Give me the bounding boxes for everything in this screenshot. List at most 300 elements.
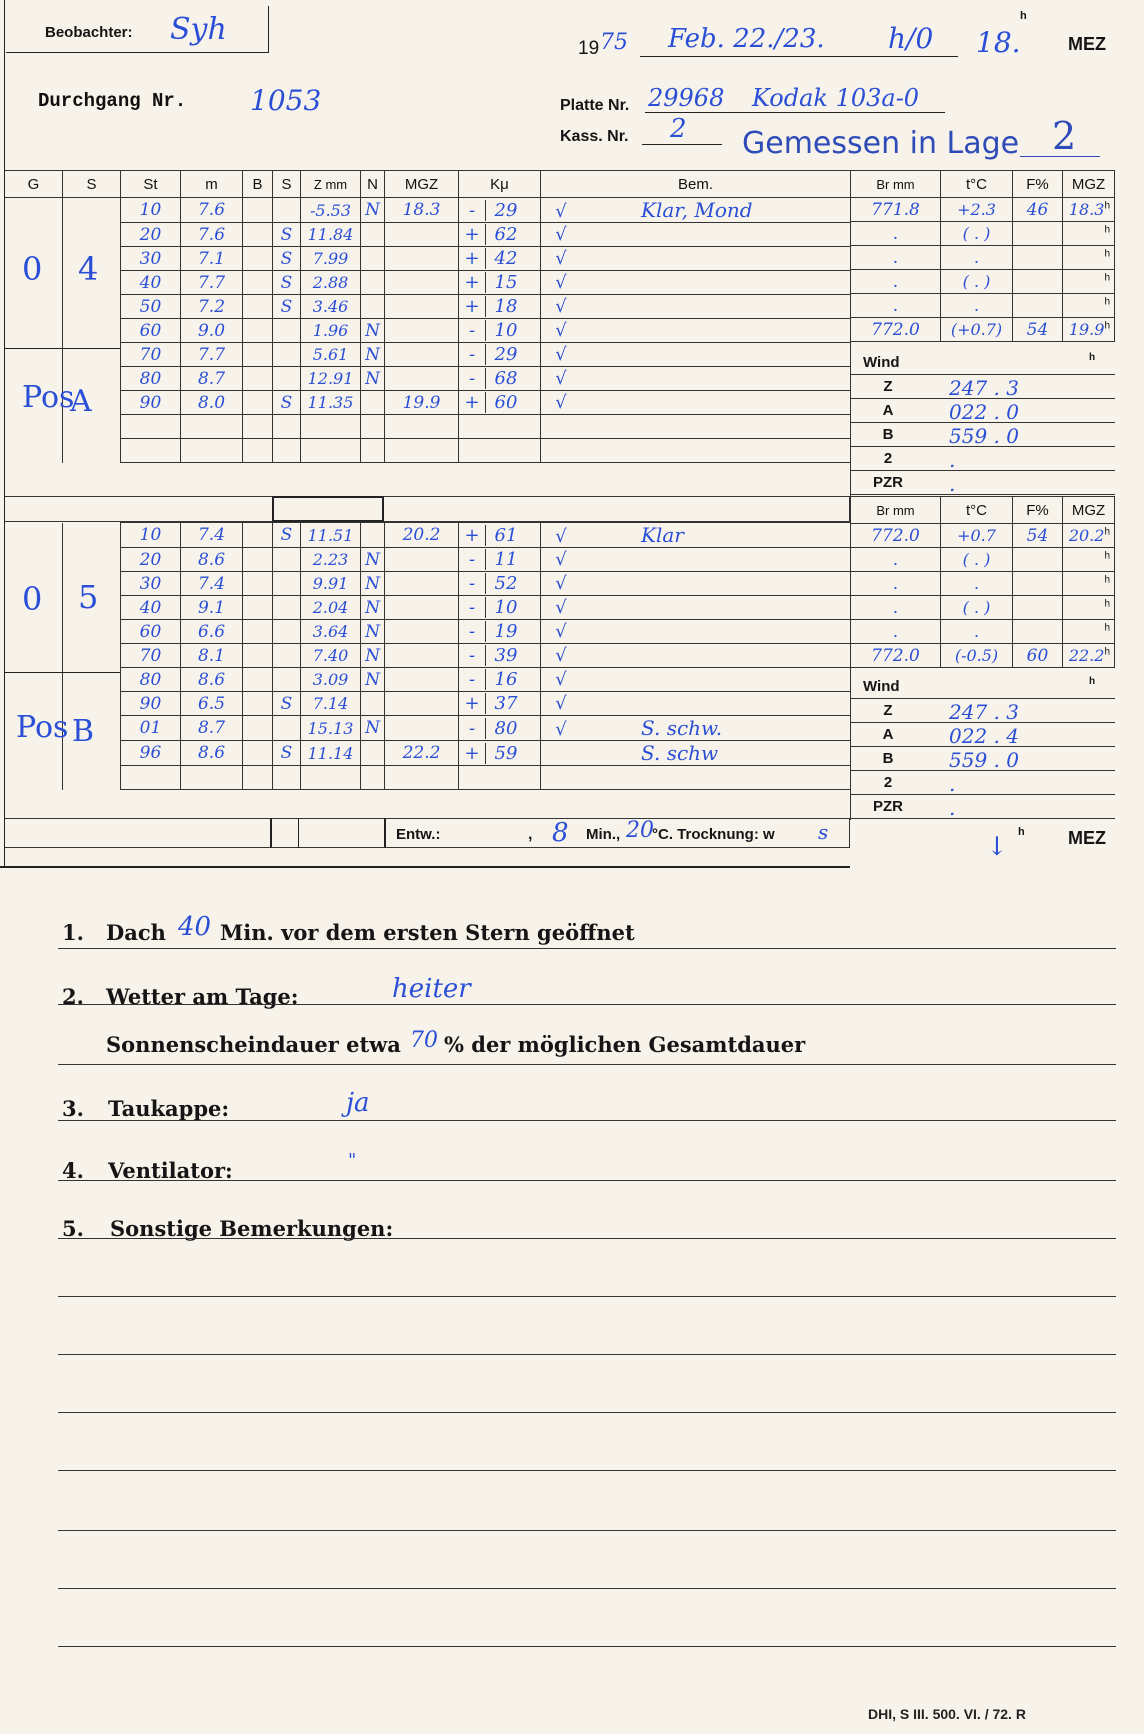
q3-label: Taukappe: <box>108 1096 230 1121</box>
plate-value: 29968 <box>648 84 725 112</box>
s-cell <box>63 295 121 319</box>
z-cell: 3.09 <box>301 668 361 692</box>
coord-label: Z <box>883 702 893 719</box>
k-cell <box>459 572 541 596</box>
z-cell: 7.40 <box>301 644 361 668</box>
bem-cell <box>541 271 851 295</box>
meteo-f: 46 <box>1013 198 1063 222</box>
observation-table-2 <box>4 522 851 790</box>
table-row <box>5 523 851 548</box>
coord-value: . <box>949 448 956 472</box>
coords-row-line <box>851 794 1115 795</box>
q5-label: Sonstige Bemerkungen: <box>110 1216 394 1241</box>
table-row <box>5 439 851 463</box>
bem-cell <box>541 716 851 741</box>
meteo-mgz-sup: h <box>1104 271 1110 283</box>
b-cell <box>243 596 273 620</box>
q1-number: 1. <box>62 920 84 945</box>
development-temp-label: °C. Trocknung: w <box>652 826 775 843</box>
wind-label: Wind <box>863 354 900 371</box>
n-cell <box>361 295 385 319</box>
observer-label: Beobachter: <box>45 24 133 41</box>
k-value: 11 <box>485 549 526 570</box>
meteo-br: . <box>851 246 941 270</box>
coord-value: 022 . 4 <box>949 724 1019 748</box>
meteo-mgz-cell <box>1063 294 1115 318</box>
st-cell: 20 <box>121 223 181 247</box>
meteo-row <box>851 294 1115 318</box>
st-cell: 40 <box>121 596 181 620</box>
k-value: 52 <box>485 573 526 594</box>
footer-code: DHI, S III. 500. VI. / 72. R <box>868 1706 1026 1722</box>
k-sign: + <box>464 742 480 764</box>
meteo-t: ( . ) <box>941 548 1013 572</box>
bem-cell <box>541 692 851 716</box>
development-end-tz: MEZ <box>1068 828 1106 848</box>
k-cell <box>459 668 541 692</box>
z-cell: 12.91 <box>301 367 361 391</box>
col-mgz: MGZ <box>385 171 459 198</box>
check-mark: √ <box>555 320 567 341</box>
s-cell <box>63 644 121 668</box>
s2-cell <box>273 766 301 790</box>
k-sign: - <box>468 344 476 365</box>
k-sign: - <box>468 320 476 341</box>
bem-cell <box>541 572 851 596</box>
dev-divider-1 <box>270 818 272 848</box>
k-sign: + <box>464 272 480 293</box>
z-cell: 3.46 <box>301 295 361 319</box>
mgz-cell <box>385 247 459 271</box>
coords-row-line <box>851 374 1115 375</box>
s2-cell <box>273 548 301 572</box>
table-row <box>5 391 851 415</box>
b-cell <box>243 271 273 295</box>
st-cell: 80 <box>121 367 181 391</box>
m-cell <box>181 415 243 439</box>
coord-value: . <box>949 796 956 820</box>
b-cell <box>243 198 273 223</box>
meteo-t: . <box>941 246 1013 270</box>
k-cell <box>459 295 541 319</box>
meteo-col-f: F% <box>1013 171 1063 198</box>
bem-cell <box>541 295 851 319</box>
bem-cell <box>541 367 851 391</box>
meteo-mgz-cell <box>1063 620 1115 644</box>
k-sign: + <box>464 693 480 714</box>
s-cell <box>63 523 121 548</box>
q3-value: ja <box>346 1088 370 1118</box>
table-row <box>5 572 851 596</box>
bem-cell <box>541 343 851 367</box>
b-cell <box>243 439 273 463</box>
m-cell <box>181 766 243 790</box>
meteo-t: . <box>941 294 1013 318</box>
check-mark: √ <box>555 549 567 570</box>
n-cell: N <box>361 367 385 391</box>
k-cell <box>459 319 541 343</box>
mgz-cell <box>385 343 459 367</box>
st-cell: 10 <box>121 523 181 548</box>
coord-value: . <box>949 772 956 796</box>
meteo-row <box>851 318 1115 342</box>
bem-text: S. schw. <box>641 716 723 740</box>
development-end-sup: h <box>1018 826 1025 838</box>
s-cell <box>63 223 121 247</box>
table-row <box>5 548 851 572</box>
year-suffix: 75 <box>600 30 628 55</box>
bem-text: Klar <box>641 523 684 547</box>
s-cell <box>63 692 121 716</box>
meteo2-col-f: F% <box>1013 497 1063 524</box>
k-value: 59 <box>485 743 526 764</box>
check-mark: √ <box>555 719 567 740</box>
k-cell <box>459 367 541 391</box>
table-row <box>5 319 851 343</box>
blank-line-1 <box>58 1296 1116 1297</box>
n-cell <box>361 391 385 415</box>
b-cell <box>243 644 273 668</box>
hour-sup: h <box>1020 10 1027 22</box>
k-cell <box>459 596 541 620</box>
check-mark: √ <box>555 224 567 245</box>
mgz-cell <box>385 692 459 716</box>
b-cell <box>243 741 273 766</box>
k-sign: - <box>468 597 476 618</box>
meteo2-col-br: Br mm <box>851 497 941 524</box>
bem-cell <box>541 548 851 572</box>
g-cell <box>5 415 63 439</box>
table-row <box>5 223 851 247</box>
meteo-f <box>1013 620 1063 644</box>
z-cell: 3.64 <box>301 620 361 644</box>
m-cell: 7.4 <box>181 572 243 596</box>
m-cell: 7.1 <box>181 247 243 271</box>
m-cell: 9.0 <box>181 319 243 343</box>
q2b-value: 70 <box>410 1028 438 1053</box>
year-prefix: 19 <box>578 38 600 59</box>
s2-cell: S <box>273 295 301 319</box>
st-cell: 01 <box>121 716 181 741</box>
k-cell <box>459 415 541 439</box>
s2-cell <box>273 343 301 367</box>
b-cell <box>243 620 273 644</box>
bem-cell <box>541 223 851 247</box>
st-cell: 80 <box>121 668 181 692</box>
meteo-f <box>1013 294 1063 318</box>
development-minutes-label: Min., <box>586 826 621 843</box>
g-cell <box>5 766 63 790</box>
meteo-t: ( . ) <box>941 270 1013 294</box>
meteo-mgz-sup: h <box>1104 621 1110 633</box>
section2-gs-divider <box>4 672 120 673</box>
k-sign: + <box>464 296 480 317</box>
check-mark: √ <box>555 272 567 293</box>
mgz-cell <box>385 319 459 343</box>
mgz-cell <box>385 716 459 741</box>
z-cell <box>301 415 361 439</box>
meteo-mgz: 20.2 <box>1068 525 1105 545</box>
q2-number: 2. <box>62 984 84 1009</box>
meteo-t: . <box>941 572 1013 596</box>
m-cell: 7.7 <box>181 271 243 295</box>
k-cell <box>459 716 541 741</box>
k-value: 15 <box>485 272 526 293</box>
s2-cell <box>273 668 301 692</box>
check-mark: √ <box>555 201 567 222</box>
m-cell: 9.1 <box>181 596 243 620</box>
meteo-f <box>1013 222 1063 246</box>
k-cell <box>459 741 541 766</box>
meteo-f <box>1013 596 1063 620</box>
coord-label: A <box>882 726 894 743</box>
m-cell: 7.4 <box>181 523 243 548</box>
meteo-row <box>851 222 1115 246</box>
b-cell <box>243 766 273 790</box>
meteo-table-2 <box>850 496 1115 668</box>
meteo-mgz-cell <box>1063 644 1115 668</box>
s-cell <box>63 766 121 790</box>
k-cell <box>459 766 541 790</box>
k-sign: + <box>464 524 480 546</box>
n-cell: N <box>361 343 385 367</box>
st-cell: 70 <box>121 644 181 668</box>
n-cell: N <box>361 716 385 741</box>
bem-cell <box>541 319 851 343</box>
n-cell: N <box>361 198 385 223</box>
z-cell <box>301 439 361 463</box>
development-comma: , <box>528 826 533 843</box>
dev-divider-2 <box>298 818 299 848</box>
col-z: Z mm <box>301 171 361 198</box>
z-cell: 5.61 <box>301 343 361 367</box>
meteo-mgz-cell <box>1063 222 1115 246</box>
st-cell: 90 <box>121 692 181 716</box>
col-g: G <box>5 171 63 198</box>
meteo-row <box>851 524 1115 548</box>
bem-text: Klar, Mond <box>641 198 753 222</box>
bem-cell <box>541 741 851 766</box>
st-cell: 40 <box>121 271 181 295</box>
wind-sup: h <box>1089 352 1096 363</box>
table-row <box>5 295 851 319</box>
z-cell: 1.96 <box>301 319 361 343</box>
wind-label: Wind <box>863 678 900 695</box>
coords-row-line <box>851 722 1115 723</box>
coords-row-line <box>851 398 1115 399</box>
development-end-mark: ↓ <box>986 832 1008 862</box>
table-row <box>5 668 851 692</box>
z-cell: 9.91 <box>301 572 361 596</box>
coord-label: PZR <box>873 474 903 491</box>
check-mark: √ <box>555 597 567 618</box>
k-cell <box>459 548 541 572</box>
k-value: 61 <box>485 525 526 546</box>
k-cell <box>459 391 541 415</box>
z-cell: 15.13 <box>301 716 361 741</box>
st-cell: 10 <box>121 198 181 223</box>
k-cell <box>459 523 541 548</box>
z-cell: 11.35 <box>301 391 361 415</box>
date-value: Feb. 22./23. <box>668 24 825 54</box>
k-cell <box>459 692 541 716</box>
tz-label: MEZ <box>1068 34 1106 54</box>
blank-line-7 <box>58 1646 1116 1647</box>
coord-label: A <box>882 402 894 419</box>
stamp-label: Gemessen in Lage <box>742 126 1020 161</box>
coords-row-line <box>851 698 1115 699</box>
table-row <box>5 198 851 223</box>
check-mark: √ <box>555 693 567 714</box>
q2-line <box>58 1004 1116 1005</box>
m-cell: 7.6 <box>181 198 243 223</box>
bem-cell <box>541 391 851 415</box>
table-row <box>5 741 851 766</box>
meteo-mgz-cell <box>1063 318 1115 342</box>
st-cell: 60 <box>121 620 181 644</box>
passage-value: 1053 <box>250 84 322 117</box>
meteo-col-mgz: MGZ <box>1063 171 1115 198</box>
n-cell <box>361 692 385 716</box>
meteo-f <box>1013 572 1063 596</box>
meteo-mgz-sup: h <box>1104 319 1110 331</box>
check-mark: √ <box>555 248 567 269</box>
meteo-mgz: 19.9 <box>1068 319 1105 339</box>
meteo-row <box>851 596 1115 620</box>
k-sign: + <box>464 248 480 269</box>
check-mark: √ <box>555 392 567 413</box>
s2-cell: S <box>273 692 301 716</box>
separator-box <box>272 496 384 522</box>
table-row <box>5 247 851 271</box>
s2-cell <box>273 644 301 668</box>
st-cell: 90 <box>121 391 181 415</box>
k-sign: - <box>468 645 476 666</box>
n-cell <box>361 523 385 548</box>
section-separator <box>4 496 850 522</box>
g-cell <box>5 198 63 223</box>
q4-number: 4. <box>62 1158 84 1183</box>
meteo-f: 60 <box>1013 644 1063 668</box>
n-cell <box>361 766 385 790</box>
q1-text-b: Min. vor dem ersten Stern geöffnet <box>220 920 635 945</box>
meteo-mgz-cell <box>1063 524 1115 548</box>
meteo-header-row-2 <box>851 497 1115 524</box>
k-sign: - <box>468 573 476 594</box>
bem-cell <box>541 247 851 271</box>
meteo-row <box>851 198 1115 222</box>
q2-label: Wetter am Tage: <box>106 984 299 1009</box>
coords-row-line <box>851 422 1115 423</box>
coord-value: . <box>949 472 956 496</box>
meteo-mgz-cell <box>1063 572 1115 596</box>
table-row <box>5 716 851 741</box>
check-mark: √ <box>555 526 567 547</box>
s-cell <box>63 319 121 343</box>
s2-cell: S <box>273 223 301 247</box>
blank-line-4 <box>58 1470 1116 1471</box>
s2-cell: S <box>273 523 301 548</box>
meteo-header-row <box>851 171 1115 198</box>
k-value: 68 <box>485 368 526 389</box>
s2-cell <box>273 620 301 644</box>
s2-cell <box>273 367 301 391</box>
cassette-value: 2 <box>670 114 687 144</box>
coord-label: PZR <box>873 798 903 815</box>
mgz-cell <box>385 644 459 668</box>
n-cell <box>361 439 385 463</box>
b-cell <box>243 668 273 692</box>
meteo-mgz-sup: h <box>1104 573 1110 585</box>
k-value: 39 <box>485 645 526 666</box>
table-row <box>5 415 851 439</box>
k-sign: - <box>468 549 476 570</box>
b-cell <box>243 223 273 247</box>
bem-cell <box>541 620 851 644</box>
mgz-cell <box>385 668 459 692</box>
meteo-br: . <box>851 572 941 596</box>
z-cell: 2.88 <box>301 271 361 295</box>
st-cell: 50 <box>121 295 181 319</box>
n-cell: N <box>361 572 385 596</box>
meteo-mgz-sup: h <box>1104 549 1110 561</box>
n-cell: N <box>361 668 385 692</box>
b-cell <box>243 716 273 741</box>
bem-cell <box>541 523 851 548</box>
coords-row-line <box>851 470 1115 471</box>
mgz-cell: 20.2 <box>385 523 459 548</box>
check-mark: √ <box>555 621 567 642</box>
n-cell <box>361 271 385 295</box>
coord-value: 247 . 3 <box>949 376 1019 400</box>
z-cell: 11.14 <box>301 741 361 766</box>
k-value: 80 <box>485 718 526 739</box>
meteo-br: 772.0 <box>851 318 941 342</box>
blank-line-6 <box>58 1588 1116 1589</box>
hour-value: 18. <box>976 26 1021 59</box>
mgz-cell <box>385 415 459 439</box>
form-bottom-edge <box>0 866 850 868</box>
q2b-text-a: Sonnenscheindauer etwa <box>106 1032 401 1057</box>
z-cell: 7.99 <box>301 247 361 271</box>
meteo-mgz-sup: h <box>1104 199 1110 211</box>
s2-cell <box>273 439 301 463</box>
n-cell: N <box>361 548 385 572</box>
form-left-edge <box>4 0 5 866</box>
meteo-mgz-cell <box>1063 246 1115 270</box>
bem-cell <box>541 766 851 790</box>
meteo-t: ( . ) <box>941 596 1013 620</box>
check-mark: √ <box>555 645 567 666</box>
mgz-cell: 22.2 <box>385 741 459 766</box>
s2-cell <box>273 415 301 439</box>
cassette-label: Kass. Nr. <box>560 128 629 145</box>
m-cell: 6.5 <box>181 692 243 716</box>
st-cell: 60 <box>121 319 181 343</box>
z-cell <box>301 766 361 790</box>
bem-cell <box>541 668 851 692</box>
g-cell <box>5 523 63 548</box>
mgz-cell <box>385 766 459 790</box>
m-cell <box>181 439 243 463</box>
meteo-br: 772.0 <box>851 524 941 548</box>
meteo-row <box>851 246 1115 270</box>
meteo-f: 54 <box>1013 318 1063 342</box>
g-cell <box>5 343 63 367</box>
st-cell <box>121 415 181 439</box>
coord-value: 559 . 0 <box>949 748 1019 772</box>
table-row <box>5 596 851 620</box>
